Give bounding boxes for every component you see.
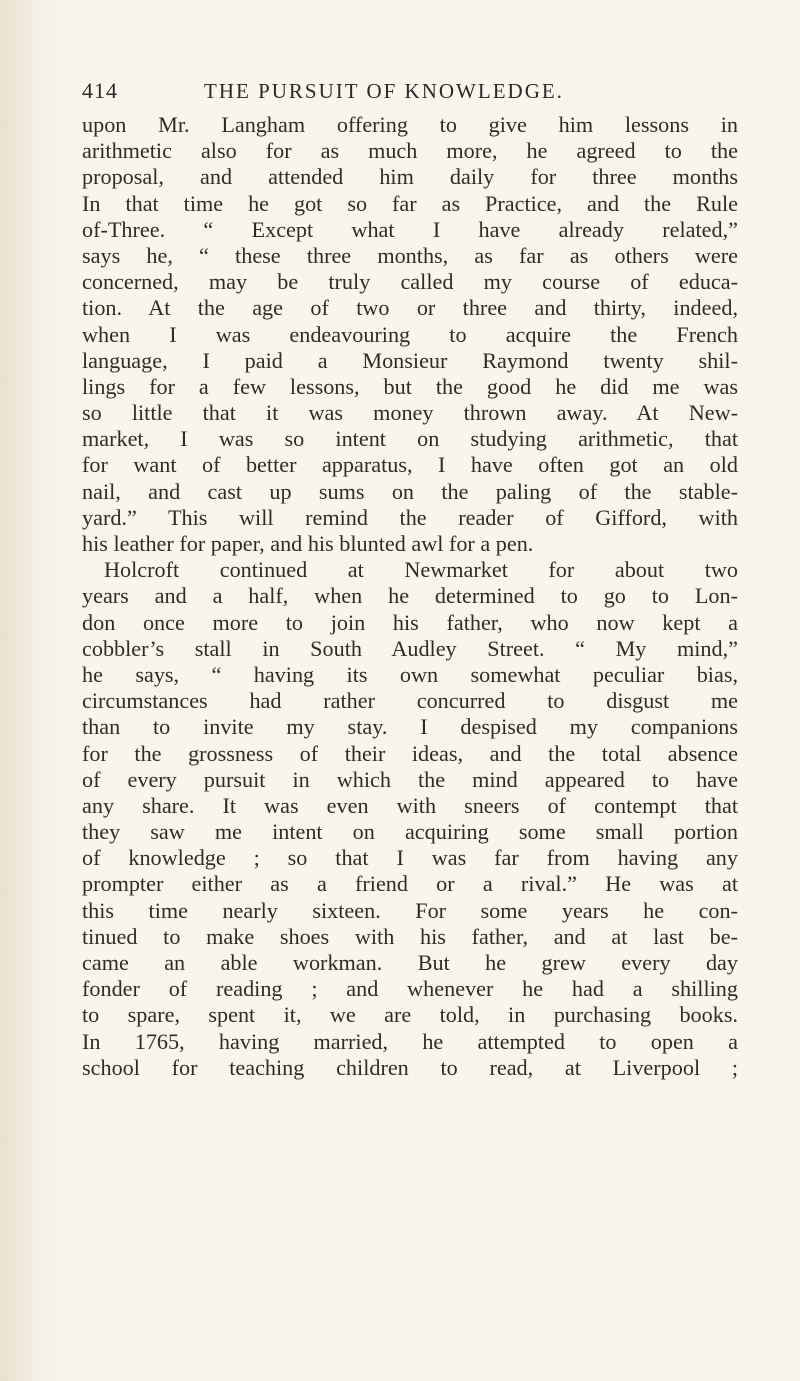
text-line: years and a half, when he determined to go to Lon- bbox=[82, 583, 738, 609]
text-line: proposal, and attended him daily for three months bbox=[82, 164, 738, 190]
page-number: 414 bbox=[82, 78, 118, 103]
text-line: any share. It was even with sneers of contempt that bbox=[82, 792, 738, 818]
text-line: Holcroft continued at Newmarket for about two bbox=[104, 557, 738, 583]
text-line: fonder of reading ; and whenever he had a shilling bbox=[82, 976, 738, 1002]
text-line: In 1765, having married, he attempted to open a bbox=[82, 1028, 738, 1054]
text-line: came an able workman. But he grew every day bbox=[82, 950, 738, 975]
text-line: for the grossness of their ideas, and the total absence bbox=[82, 740, 738, 766]
text-line: says he, “ these three months, as far as others were bbox=[82, 242, 738, 268]
text-line: tion. At the age of two or three and thirty, indeed, bbox=[82, 295, 738, 321]
text-line: yard.” This will remind the reader of Gifford, with bbox=[82, 504, 738, 530]
text-line: market, I was so intent on studying arithmetic, that bbox=[82, 426, 738, 452]
text-line: of every pursuit in which the mind appeared to have bbox=[82, 766, 738, 792]
text-line: upon Mr. Langham offering to give him lessons in bbox=[82, 112, 738, 137]
text-line: for want of better apparatus, I have often got an old bbox=[82, 452, 738, 478]
text-line: school for teaching children to read, at Liverpool ; bbox=[82, 1054, 738, 1080]
text-line: nail, and cast up sums on the paling of the stable- bbox=[82, 478, 738, 504]
text-line: tinued to make shoes with his father, and at last be- bbox=[82, 923, 738, 949]
text-line: this time nearly sixteen. For some years he con- bbox=[82, 897, 738, 923]
page-header bbox=[82, 78, 722, 108]
text-line: he says, “ having its own somewhat peculiar bias, bbox=[82, 661, 738, 687]
text-line: language, I paid a Monsieur Raymond twenty shil- bbox=[82, 347, 738, 373]
text-line: prompter either as a friend or a rival.” He was at bbox=[82, 871, 738, 897]
text-line: they saw me intent on acquiring some small portion bbox=[82, 819, 738, 845]
text-line: to spare, spent it, we are told, in purchasing books. bbox=[82, 1002, 738, 1028]
text-line: concerned, may be truly called my course of educa- bbox=[82, 269, 738, 295]
text-line: of-Three. “ Except what I have already related,” bbox=[82, 216, 738, 242]
text-line: than to invite my stay. I despised my companions bbox=[82, 714, 738, 740]
text-line: of knowledge ; so that I was far from having any bbox=[82, 845, 738, 871]
page-edge-shadow bbox=[0, 0, 62, 1381]
text-line: his leather for paper, and his blunted awl for a pen. bbox=[82, 531, 534, 556]
body-text bbox=[82, 112, 738, 1081]
text-line: lings for a few lessons, but the good he did me was bbox=[82, 373, 738, 399]
text-line: don once more to join his father, who now kept a bbox=[82, 609, 738, 635]
text-line: circumstances had rather concurred to disgust me bbox=[82, 688, 738, 714]
text-line: arithmetic also for as much more, he agreed to the bbox=[82, 138, 738, 164]
running-title: THE PURSUIT OF KNOWLEDGE. bbox=[204, 79, 564, 103]
text-line: so little that it was money thrown away. At New- bbox=[82, 400, 738, 426]
text-line: when I was endeavouring to acquire the French bbox=[82, 321, 738, 347]
text-line: cobbler’s stall in South Audley Street. “ My mind,” bbox=[82, 635, 738, 661]
text-line: In that time he got so far as Practice, and the Rule bbox=[82, 190, 738, 216]
